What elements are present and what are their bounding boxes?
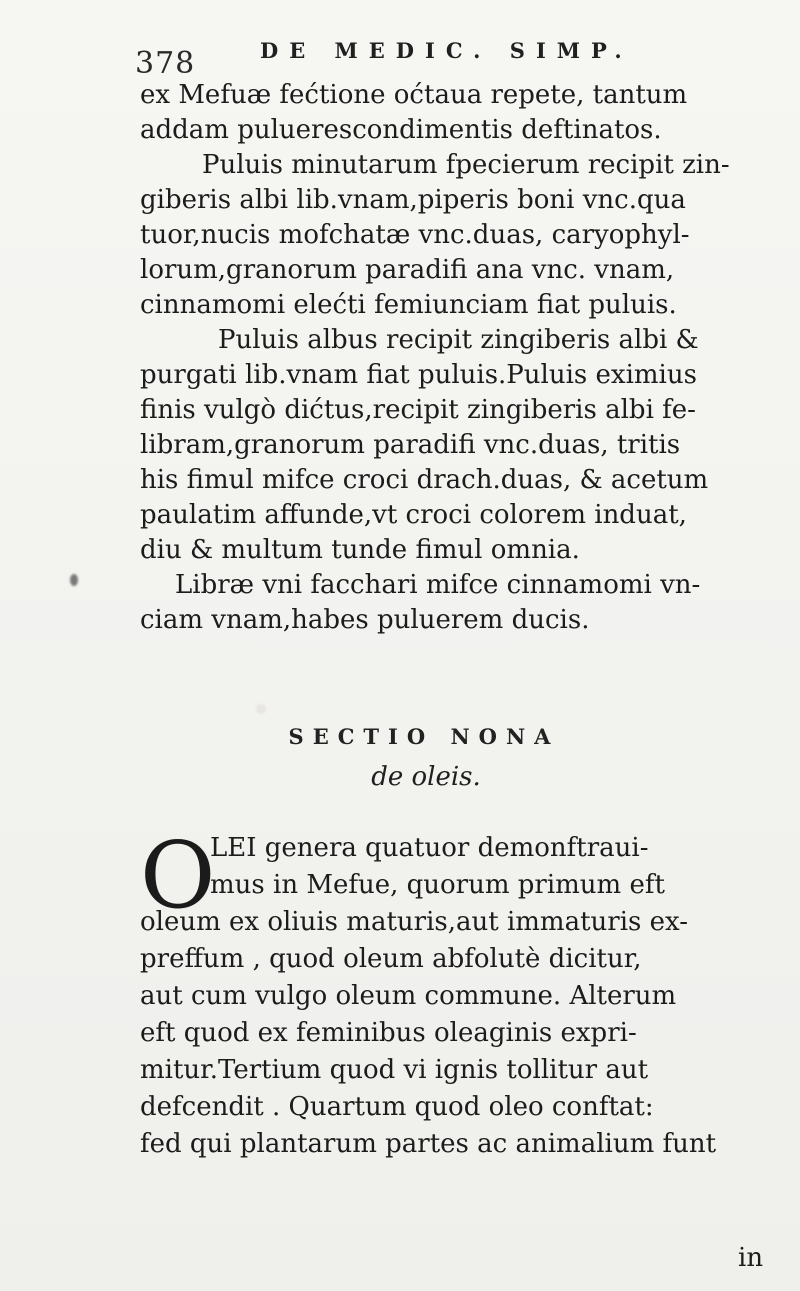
running-head: DE MEDIC. SIMP. (260, 38, 633, 63)
text-line: mitur.Tertium quod vi ignis tollitur aut (140, 1055, 649, 1085)
text-line: giberis albi lib.vnam,piperis boni vnc.qua (140, 185, 686, 215)
text-line: Puluis albus recipit zingiberis albi & (218, 325, 699, 355)
text-line: Puluis minutarum fpecierum recipit zin- (202, 150, 730, 180)
text-line: mus in Mefue, quorum primum eft (210, 870, 665, 900)
text-line: lorum,granorum paradifi ana vnc. vnam, (140, 255, 675, 285)
text-line: cinnamomi elećti femiunciam fiat puluis. (140, 290, 677, 320)
text-line: defcendit . Quartum quod oleo conftat: (140, 1092, 654, 1122)
text-line: finis vulgò dićtus,recipit zingiberis albi fe- (140, 395, 696, 425)
section-body (140, 822, 790, 1163)
text-line: paulatim affunde,vt croci colorem induat, (140, 500, 687, 530)
text-line: preffum , quod oleum abfolutè dicitur, (140, 944, 642, 974)
page-header (135, 30, 735, 81)
text-line: aut cum vulgo oleum commune. Alterum (140, 981, 677, 1011)
text-line: tuor,nucis mofchatæ vnc.duas, caryophyl- (140, 220, 690, 250)
catchword: in (738, 1243, 764, 1273)
text-line: Libræ vni facchari mifce cinnamomi vn- (175, 570, 701, 600)
text-line: ex Mefuæ fećtione oćtaua repete, tantum (140, 80, 688, 110)
text-line: addam puluerescondimentis deftinatos. (140, 115, 662, 145)
text-line: purgati lib.vnam fiat puluis.Puluis eximius (140, 360, 697, 390)
text-line: eft quod ex feminibus oleaginis expri- (140, 1018, 637, 1048)
section-subheading: de oleis. (371, 762, 481, 792)
body-text (140, 78, 780, 638)
text-line: oleum ex oliuis maturis,aut immaturis ex- (140, 907, 688, 937)
page-number: 378 (135, 46, 196, 81)
paper-stain (70, 574, 78, 586)
text-line: his fimul mifce croci drach.duas, & acetum (140, 465, 709, 495)
paper-stain (256, 704, 266, 714)
section-heading: SECTIO NONA (288, 724, 560, 749)
text-line: LEI genera quatuor demonftraui- (210, 833, 649, 863)
text-line: diu & multum tunde fimul omnia. (140, 535, 580, 565)
text-line: ciam vnam,habes puluerem ducis. (140, 605, 590, 635)
text-line: libram,granorum paradifi vnc.duas, tritis (140, 430, 681, 460)
drop-cap: O (140, 822, 216, 929)
text-line: fed qui plantarum partes ac animalium funt (140, 1129, 717, 1159)
